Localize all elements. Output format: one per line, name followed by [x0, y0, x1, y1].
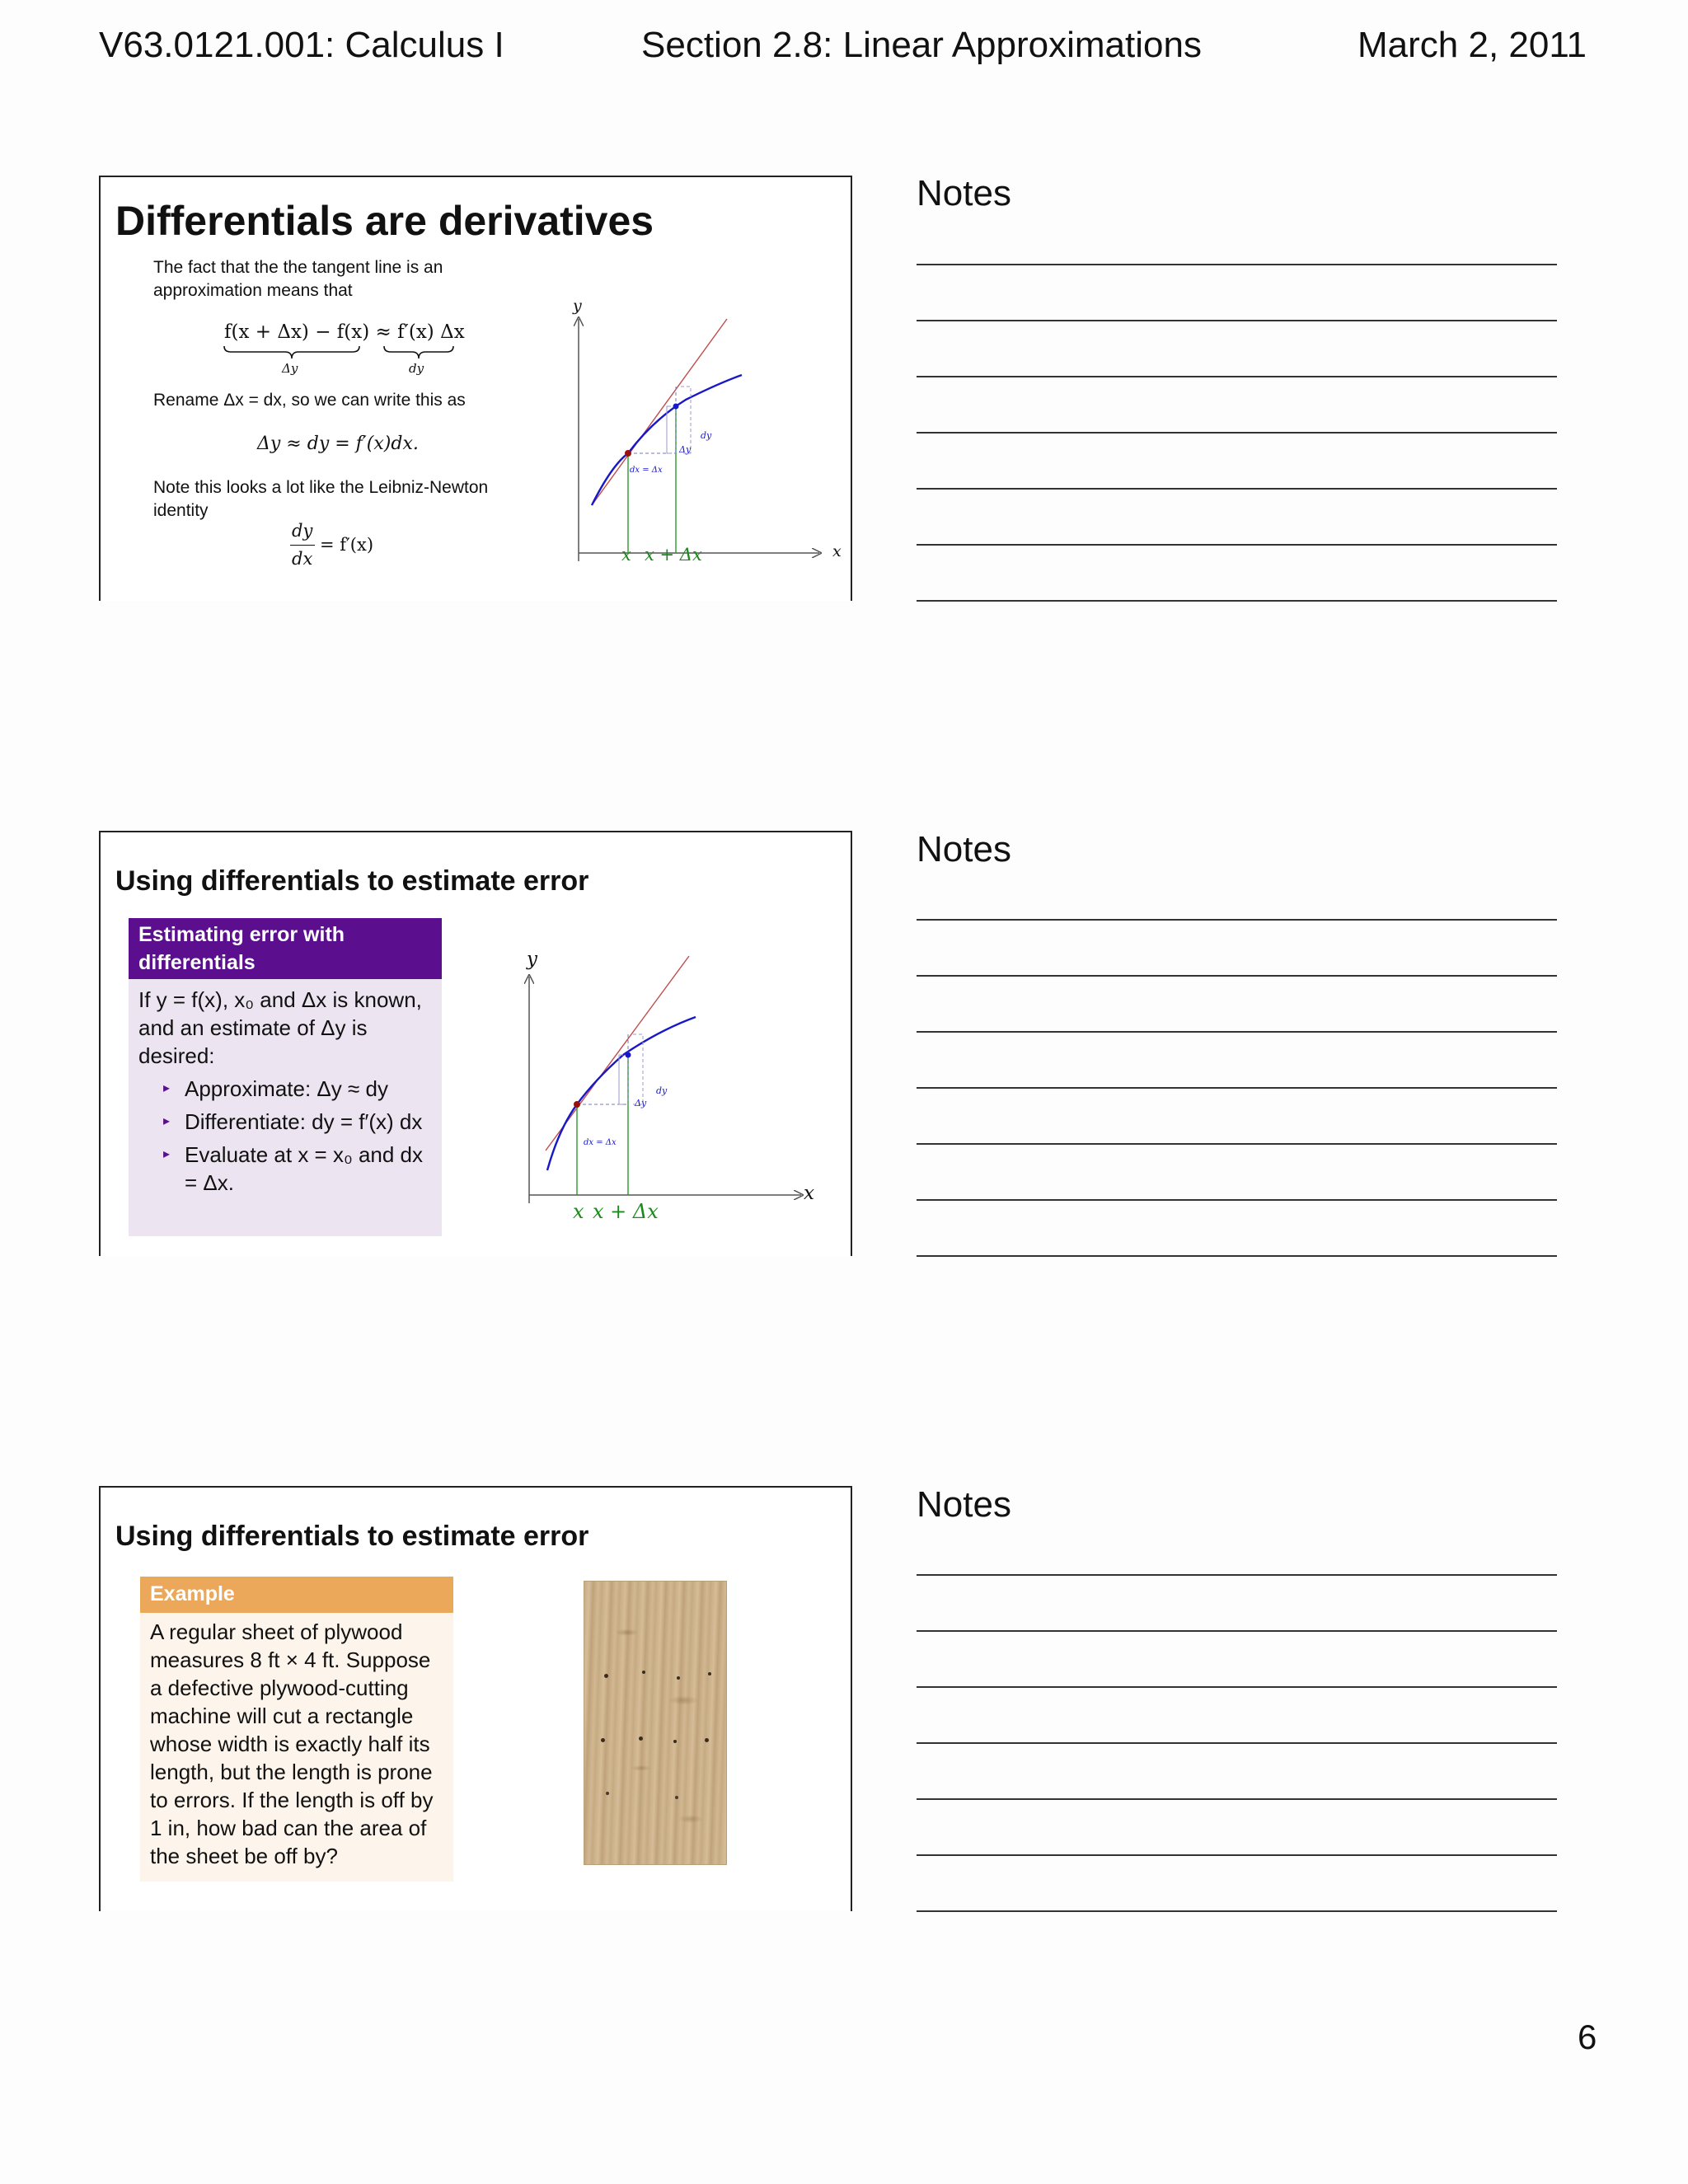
- delta-y-bracket: [619, 1055, 623, 1104]
- nail-hole: [705, 1738, 709, 1742]
- notes-label-2: Notes: [917, 829, 1011, 869]
- example-box-body: A regular sheet of plywood measures 8 ft × 4 ft. Suppose a defective plywood-cutting machine will cut a rectangle whose width is exactly half its length, but the length is prone to errors. If the length is off by 1 in, how bad can the area of the sheet be off by?: [140, 1613, 453, 1882]
- delta-y-brace-label: Δy: [282, 361, 298, 376]
- note-line: [917, 432, 1557, 434]
- note-line: [917, 1087, 1557, 1089]
- shifted-point: [673, 404, 679, 410]
- curve: [547, 1017, 696, 1170]
- fig2-tick-x: x: [573, 1200, 584, 1223]
- nail-hole: [708, 1672, 711, 1675]
- note-line: [917, 1199, 1557, 1201]
- slide-differentials-are-derivatives: [99, 176, 852, 601]
- fig1-tick-x: x: [621, 545, 631, 565]
- note-line: [917, 600, 1557, 602]
- slide-title: Differentials are derivatives: [115, 198, 654, 244]
- notes-label-1: Notes: [917, 173, 1011, 213]
- bullet-icon: ▸: [163, 1081, 171, 1095]
- fig1-tick-x-dx: x + Δx: [645, 545, 702, 565]
- fraction-bar: [290, 545, 315, 546]
- note-line: [917, 488, 1557, 490]
- fraction-denominator: dx: [292, 549, 313, 569]
- fig1-y-label: y: [573, 297, 582, 315]
- fig2-x-label: x: [804, 1183, 814, 1204]
- bullet-item: [138, 1075, 432, 1103]
- note-line: [917, 1255, 1557, 1257]
- leibniz-note: Note this looks a lot like the Leibniz-Newton identity: [153, 478, 489, 520]
- fig2-tick-x-dx: x + Δx: [593, 1200, 659, 1223]
- nail-hole: [604, 1674, 608, 1678]
- nail-hole: [639, 1736, 643, 1741]
- theorem-box-title: Estimating error with differentials: [129, 918, 442, 979]
- rename-text: Rename Δx = dx, so we can write this as: [153, 391, 466, 410]
- note-line: [917, 376, 1557, 377]
- fig1-x-label: x: [832, 542, 842, 560]
- theorem-text: If y = f(x), x₀ and Δx is known, and an estimate of Δy is desired:: [138, 987, 422, 1068]
- note-line: [917, 1630, 1557, 1632]
- note-line: [917, 1686, 1557, 1688]
- note-line: [917, 544, 1557, 546]
- nail-hole: [677, 1676, 680, 1680]
- notes-label-3: Notes: [917, 1484, 1011, 1525]
- theorem-box-body: [129, 979, 442, 1236]
- note-line: [917, 975, 1557, 977]
- nail-hole: [606, 1792, 609, 1795]
- fig1-delta-y-label: Δy: [679, 444, 692, 455]
- fig2-delta-y-label: Δy: [635, 1098, 647, 1108]
- slide-estimate-error-1: [99, 831, 852, 1256]
- fig2-dy-label: dy: [656, 1085, 668, 1096]
- slide-title: Using differentials to estimate error: [115, 865, 589, 897]
- bullet-item: [138, 1141, 432, 1197]
- fig2-y-label: y: [527, 949, 537, 970]
- differential-equation: Δy ≈ dy = f′(x)dx.: [257, 434, 419, 454]
- note-line: [917, 1910, 1557, 1912]
- page-number: 6: [1578, 2018, 1597, 2056]
- bullet-icon: ▸: [163, 1114, 171, 1128]
- slide-title: Using differentials to estimate error: [115, 1521, 589, 1552]
- bullet-item: [138, 1108, 432, 1136]
- intro-text: The fact that the the tangent line is an approximation means that: [153, 258, 443, 300]
- underbraces: [223, 344, 470, 361]
- note-line: [917, 1574, 1557, 1576]
- base-point: [574, 1101, 580, 1108]
- bullet-icon: ▸: [163, 1147, 171, 1161]
- plywood-image: [584, 1581, 727, 1865]
- fig1-dy-label: dy: [701, 430, 712, 441]
- fig2-dx-label: dx = Δx: [584, 1138, 617, 1147]
- fraction-rhs: = f′(x): [320, 535, 374, 555]
- example-box-title: Example: [140, 1577, 453, 1613]
- note-line: [917, 1031, 1557, 1033]
- bullet-text: Differentiate: dy = f′(x) dx: [185, 1109, 423, 1134]
- bullet-text: Approximate: Δy ≈ dy: [185, 1076, 388, 1101]
- nail-hole: [675, 1796, 678, 1799]
- lecture-date: March 2, 2011: [1357, 25, 1587, 65]
- shifted-point: [626, 1052, 631, 1058]
- nail-hole: [601, 1738, 605, 1742]
- note-line: [917, 1143, 1557, 1145]
- bullet-text: Evaluate at x = x₀ and dx = Δx.: [185, 1142, 424, 1195]
- note-line: [917, 264, 1557, 265]
- note-line: [917, 1798, 1557, 1800]
- approximation-equation: f(x + Δx) − f(x) ≈ f′(x) Δx: [224, 321, 465, 343]
- nail-hole: [673, 1740, 677, 1743]
- section-title: Section 2.8: Linear Approximations: [641, 25, 1202, 65]
- base-point: [625, 450, 631, 457]
- note-line: [917, 1742, 1557, 1744]
- note-line: [917, 320, 1557, 321]
- fraction-numerator: dy: [292, 521, 313, 541]
- dy-brace-label: dy: [409, 361, 424, 376]
- note-line: [917, 919, 1557, 921]
- course-title: V63.0121.001: Calculus I: [99, 25, 504, 65]
- nail-hole: [642, 1671, 645, 1674]
- note-line: [917, 1854, 1557, 1856]
- fig1-dx-label: dx = Δx: [630, 466, 663, 475]
- slide-estimate-error-2: [99, 1486, 852, 1911]
- estimate-error-figure: [513, 915, 826, 1244]
